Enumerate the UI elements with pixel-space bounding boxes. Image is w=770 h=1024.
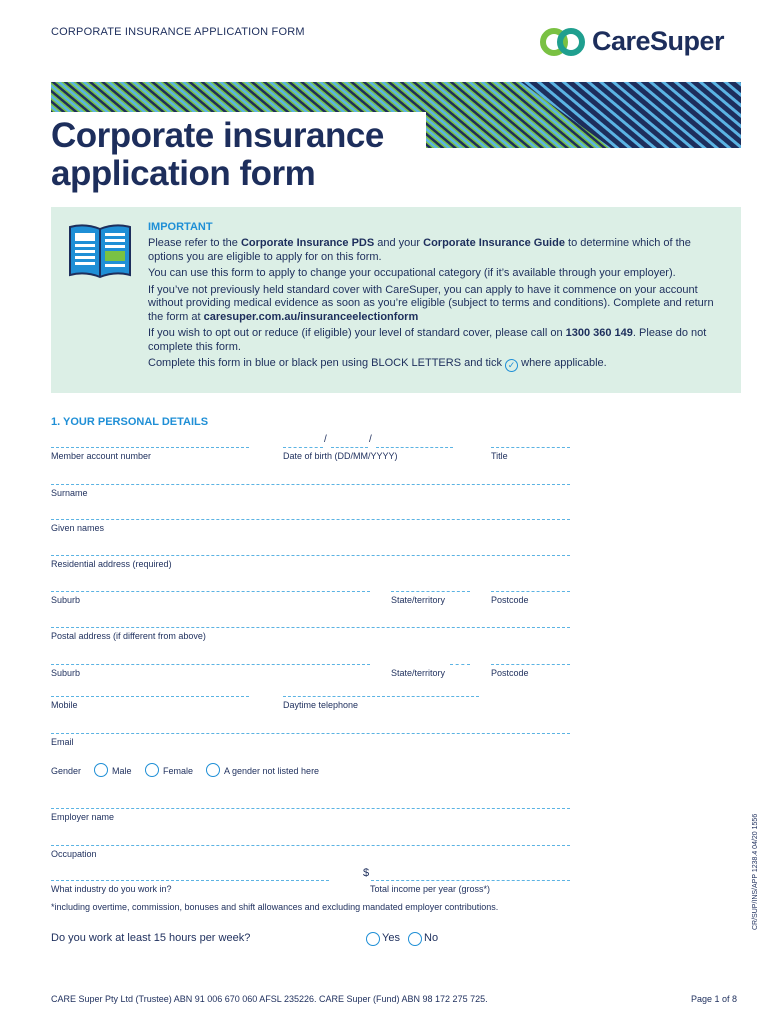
postal-postcode-label: Postcode <box>491 668 529 678</box>
employer-name-field[interactable] <box>51 808 570 809</box>
gender-not-listed-radio[interactable] <box>206 763 220 777</box>
dob-day-field[interactable] <box>283 447 323 448</box>
section-heading-personal-details: 1. YOUR PERSONAL DETAILS <box>51 416 209 428</box>
surname-field[interactable] <box>51 484 570 485</box>
page-number: Page 1 of 8 <box>691 994 738 1004</box>
employer-name-label: Employer name <box>51 812 115 822</box>
date-of-birth-label: Date of birth (DD/MM/YYYY) <box>283 451 398 461</box>
document-label: CORPORATE INSURANCE APPLICATION FORM <box>51 26 305 38</box>
gender-male-radio[interactable] <box>94 763 108 777</box>
occupation-field[interactable] <box>51 845 570 846</box>
dob-month-field[interactable] <box>331 447 368 448</box>
book-icon <box>67 221 133 279</box>
hours-yes-label: Yes <box>382 932 400 944</box>
postcode-field[interactable] <box>491 591 570 592</box>
occupation-label: Occupation <box>51 849 97 859</box>
gender-female-radio[interactable] <box>145 763 159 777</box>
gender-not-listed-label: A gender not listed here <box>224 766 320 776</box>
income-note: *including overtime, commission, bonuses and shift allowances and excluding mandated employer contributions. <box>51 902 499 912</box>
industry-field[interactable] <box>51 880 329 881</box>
suburb-field[interactable] <box>51 591 370 592</box>
daytime-telephone-label: Daytime telephone <box>283 700 359 710</box>
title-label: Title <box>491 451 508 461</box>
postal-suburb-field[interactable] <box>51 664 370 665</box>
hours-no-radio[interactable] <box>408 932 422 946</box>
suburb-label: Suburb <box>51 595 81 605</box>
important-panel <box>51 207 741 393</box>
hours-question: Do you work at least 15 hours per week? <box>51 932 251 944</box>
postal-suburb-label: Suburb <box>51 668 81 678</box>
currency-symbol: $ <box>363 867 370 879</box>
daytime-telephone-field[interactable] <box>283 696 479 697</box>
postcode-label: Postcode <box>491 595 529 605</box>
mobile-label: Mobile <box>51 700 78 710</box>
important-text: Please refer to the Corporate Insurance PDS and your Corporate Insurance Guide to determine which of the options you are eligible to apply for on this form. You can use this form to apply to change your occupational category (if it’s available through your employer). If you’ve not previously held standard cover with CareSuper, you can apply to have it commence on your account without providing medical evidence as soon as you’re eligible (subject to terms and conditions). Complete and return the form at caresuper.com.au/insuranceelectionform If you wish to opt out or reduce (if eligible) your level of standard cover, please call on 1300 360 149. Please do not complete this form. Complete this form in blue or black pen using BLOCK LETTERS and tick ✓ where applicable. <box>148 237 714 370</box>
hours-yes-radio[interactable] <box>366 932 380 946</box>
email-field[interactable] <box>51 733 570 734</box>
postal-address-label: Postal address (if different from above) <box>51 631 206 641</box>
postal-state-territory-label: State/territory <box>391 668 446 678</box>
surname-label: Surname <box>51 488 88 498</box>
postal-postcode-field[interactable] <box>491 664 570 665</box>
income-label: Total income per year (gross*) <box>370 884 491 894</box>
mobile-field[interactable] <box>51 696 249 697</box>
industry-label: What industry do you work in? <box>51 884 172 894</box>
residential-address-label: Residential address (required) <box>51 559 172 569</box>
state-territory-field[interactable] <box>391 591 470 592</box>
member-account-number-label: Member account number <box>51 451 152 461</box>
postal-address-field[interactable] <box>51 627 570 628</box>
caresuper-logo <box>540 24 740 60</box>
gender-label: Gender <box>51 766 82 776</box>
logo-text: CareSuper <box>592 26 725 56</box>
title-field[interactable] <box>491 447 570 448</box>
hours-no-label: No <box>424 932 439 944</box>
important-heading: IMPORTANT <box>148 221 213 233</box>
dob-year-field[interactable] <box>376 447 453 448</box>
postal-state-territory-field[interactable] <box>450 664 470 665</box>
given-names-label: Given names <box>51 523 105 533</box>
email-label: Email <box>51 737 74 747</box>
member-account-number-field[interactable] <box>51 447 249 448</box>
document-code: CR/SUP/INS/APP 1238.4 04/20 1556 <box>752 813 759 930</box>
state-territory-label: State/territory <box>391 595 446 605</box>
footer-legal: CARE Super Pty Ltd (Trustee) ABN 91 006 670 060 AFSL 235226. CARE Super (Fund) ABN 98 172 275 725. <box>51 994 488 1004</box>
gender-female-label: Female <box>163 766 194 776</box>
given-names-field[interactable] <box>51 519 570 520</box>
residential-address-field[interactable] <box>51 555 570 556</box>
gender-male-label: Male <box>112 766 132 776</box>
tick-icon: ✓ <box>505 359 518 372</box>
income-field[interactable] <box>371 880 570 881</box>
logo-mark-icon <box>540 24 590 60</box>
page-title: Corporate insurance application form <box>51 116 384 193</box>
